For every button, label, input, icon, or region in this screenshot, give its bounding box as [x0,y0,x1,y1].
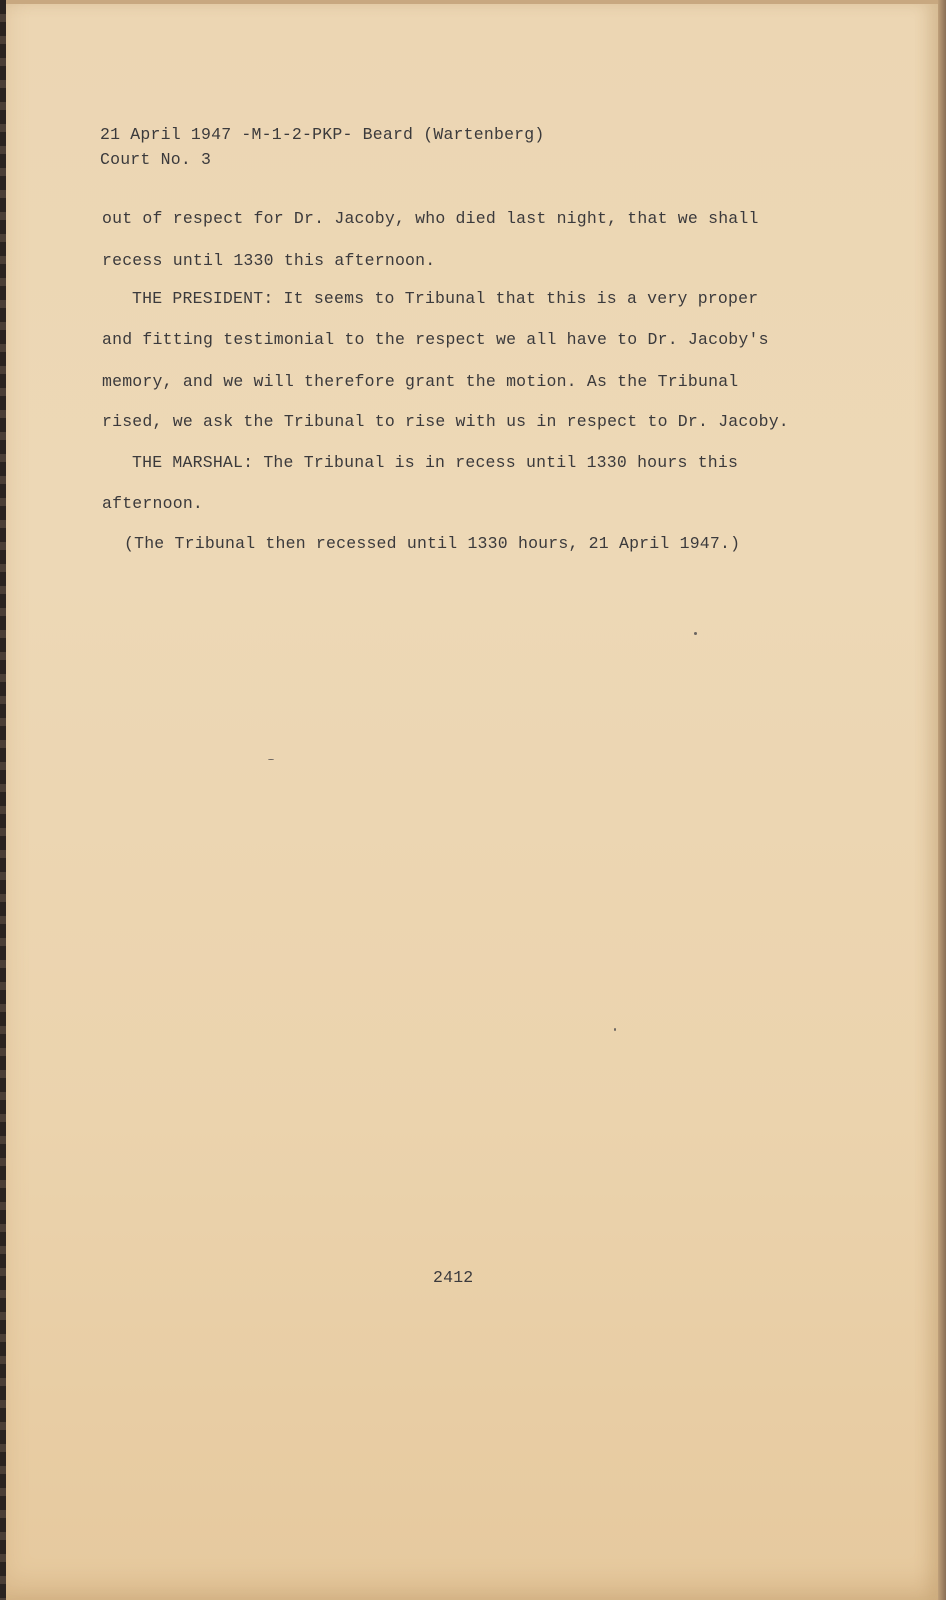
document-page [6,4,938,1600]
header-court-number: Court No. 3 [100,150,212,169]
body-line-1: out of respect for Dr. Jacoby, who died last night, that we shall [102,209,759,228]
body-line-3: THE PRESIDENT: It seems to Tribunal that this is a very proper [132,289,759,308]
body-line-4: and fitting testimonial to the respect we all have to Dr. Jacoby's [102,330,769,349]
paper-speck [694,632,697,635]
body-line-9: (The Tribunal then recessed until 1330 hours, 21 April 1947.) [124,534,741,553]
body-line-2: recess until 1330 this afternoon. [102,251,436,270]
header-date-reference: 21 April 1947 -M-1-2-PKP- Beard (Wartenberg) [100,125,545,144]
body-line-5: memory, and we will therefore grant the motion. As the Tribunal [102,372,739,391]
paper-speck [614,1028,616,1031]
body-line-8: afternoon. [102,494,204,513]
page-edge [938,0,946,1600]
body-line-6: rised, we ask the Tribunal to rise with us in respect to Dr. Jacoby. [102,412,789,431]
paper-speck [268,759,274,760]
body-line-7: THE MARSHAL: The Tribunal is in recess until 1330 hours this [132,453,739,472]
page-number: 2412 [433,1267,474,1287]
